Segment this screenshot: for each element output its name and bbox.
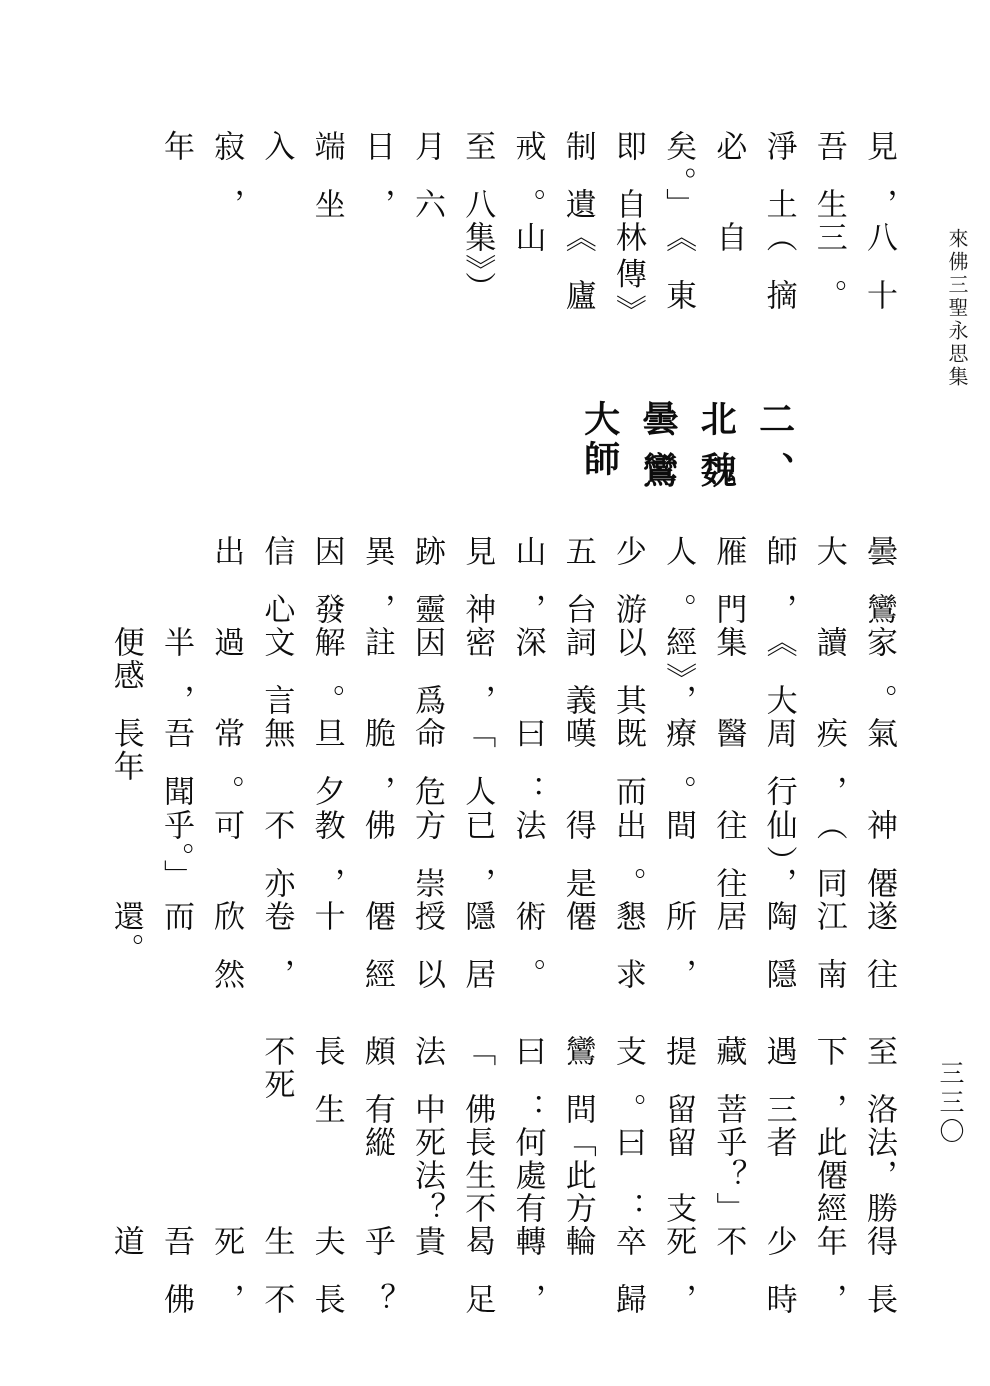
text-column: 家。讀《大集經》，以其詞義深密，因爲註解。文言過半，便感 [107, 626, 897, 718]
text-column: 見，吾生淨土必矣。」即自制遺戒。至八月六日，端坐入寂，年 [157, 130, 897, 222]
text-column: 曇鸞大師，雁門人。少游五台山，見神跡靈異，因發信心出 [208, 535, 897, 627]
text-column: 得長年，少時不死，卒歸輪轉，曷足貴乎？夫長生不死，吾佛道 [107, 1224, 897, 1316]
text-column: 神僊（同仙），往往間出。得是法已，方崇佛教，不亦可乎。」 [157, 808, 897, 900]
vertical-text-body [78, 130, 904, 1316]
text-column: 法，勝此僊經者乎？」留支曰：「此方何處有長生不死法？縱 [358, 1125, 897, 1225]
text-column: 氣疾，周行醫療。既而嘆曰：「人命危脆，旦夕無常。吾聞長年 [107, 717, 897, 809]
section-heading: 二、北魏曇鸞大師 [578, 400, 796, 492]
page-number: 三三〇 [936, 1060, 965, 1147]
text-column: 至洛下，遇三藏菩提留支。鸞問曰：「佛法中頗有長生不死 [258, 1034, 897, 1126]
text-column: 遂往江南陶隱居所，懇求僊術。隱居授以僊經十卷，欣然而還。 [107, 899, 897, 991]
section-heading-column [520, 312, 904, 491]
text-column: 八十三。（摘自《東林傳》《廬山集》） [459, 221, 897, 313]
running-head: 來佛三聖永思集 [945, 228, 969, 389]
